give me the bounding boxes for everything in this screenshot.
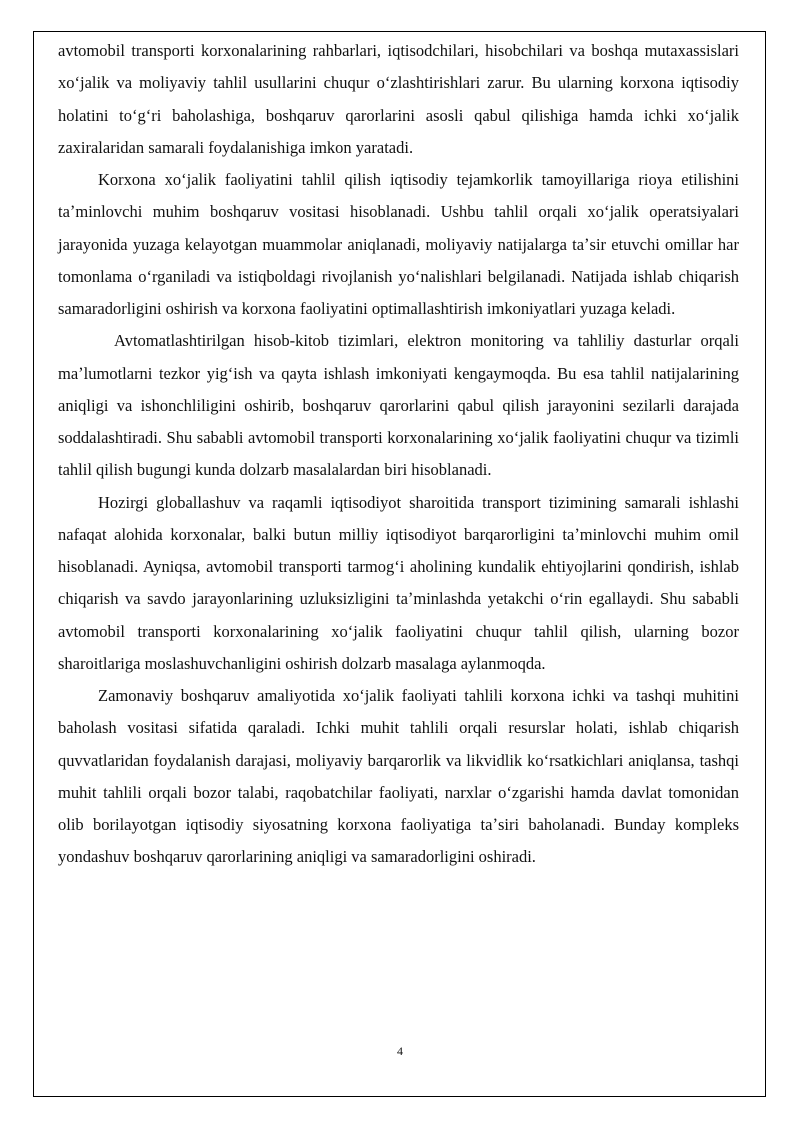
document-body — [58, 35, 739, 874]
page-number: 4 — [397, 1044, 403, 1058]
paragraph-1: avtomobil transporti korxonalarining rahbarlari, iqtisodchilari, hisobchilari va boshqa mutaxassislari xoʻjalik va moliyaviy tahlil usullarini chuqur oʻzlashtirishlari zarur. Bu ularning korxona iqtisodiy holatini toʻgʻri baholashiga, boshqaruv qarorlarini asosli qabul qilishiga hamda ichki xoʻjalik zaxiralaridan samarali foydalanishiga imkon yaratadi. — [58, 41, 739, 157]
paragraph-5: Zamonaviy boshqaruv amaliyotida xoʻjalik faoliyati tahlili korxona ichki va tashqi muhitini baholash vositasi sifatida qaraladi. Ichki muhit tahlili orqali resurslar holati, ishlab chiqarish quvvatlaridan foydalanish darajasi, moliyaviy barqarorlik va likvidlik koʻrsatkichlari aniqlansa, tashqi muhit tahlili orqali bozor talabi, raqobatchilar faoliyati, narxlar oʻzgarishi hamda davlat tomonidan olib borilayotgan iqtisodiy siyosatning korxona faoliyatiga taʼsiri baholanadi. Bunday kompleks yondashuv boshqaruv qarorlarining aniqligi va samaradorligini oshiradi. — [58, 686, 739, 867]
paragraph-2: Korxona xoʻjalik faoliyatini tahlil qilish iqtisodiy tejamkorlik tamoyillariga rioya etilishini taʼminlovchi muhim boshqaruv vositasi hisoblanadi. Ushbu tahlil orqali xoʻjalik operatsiyalari jarayonida yuzaga kelayotgan muammolar aniqlanadi, moliyaviy natijalarga taʼsir etuvchi omillar har tomonlama oʻrganiladi va istiqboldagi rivojlanish yoʻnalishlari belgilanadi. Natijada ishlab chiqarish samaradorligini oshirish va korxona faoliyatini optimallashtirish imkoniyatlari yuzaga keladi. — [58, 170, 739, 318]
paragraph-3: Avtomatlashtirilgan hisob-kitob tizimlari, elektron monitoring va tahliliy dasturlar orqali maʼlumotlarni tezkor yigʻish va qayta ishlash imkoniyati kengaymoqda. Bu esa tahlil natijalarining aniqligi va ishonchliligini oshirib, boshqaruv qarorlarini qabul qilish jarayonini sezilarli darajada soddalashtiradi. Shu sababli avtomobil transporti korxonalarining xoʻjalik faoliyatini chuqur va tizimli tahlil qilish bugungi kunda dolzarb masalalardan biri hisoblanadi. — [58, 331, 739, 480]
paragraph-4: Hozirgi globallashuv va raqamli iqtisodiyot sharoitida transport tizimining samarali ishlashi nafaqat alohida korxonalar, balki butun milliy iqtisodiyot barqarorligini taʼminlovchi muhim omil hisoblanadi. Ayniqsa, avtomobil transporti tarmogʻi aholining kundalik ehtiyojlarini qondirish, ishlab chiqarish va savdo jarayonlarining uzluksizligini taʼminlashda yetakchi oʻrin egallaydi. Shu sababli avtomobil transporti korxonalarining xoʻjalik faoliyatini chuqur tahlil qilish, ularning bozor sharoitlariga moslashuvchanligini oshirish dolzarb masalaga aylanmoqda. — [58, 492, 739, 673]
